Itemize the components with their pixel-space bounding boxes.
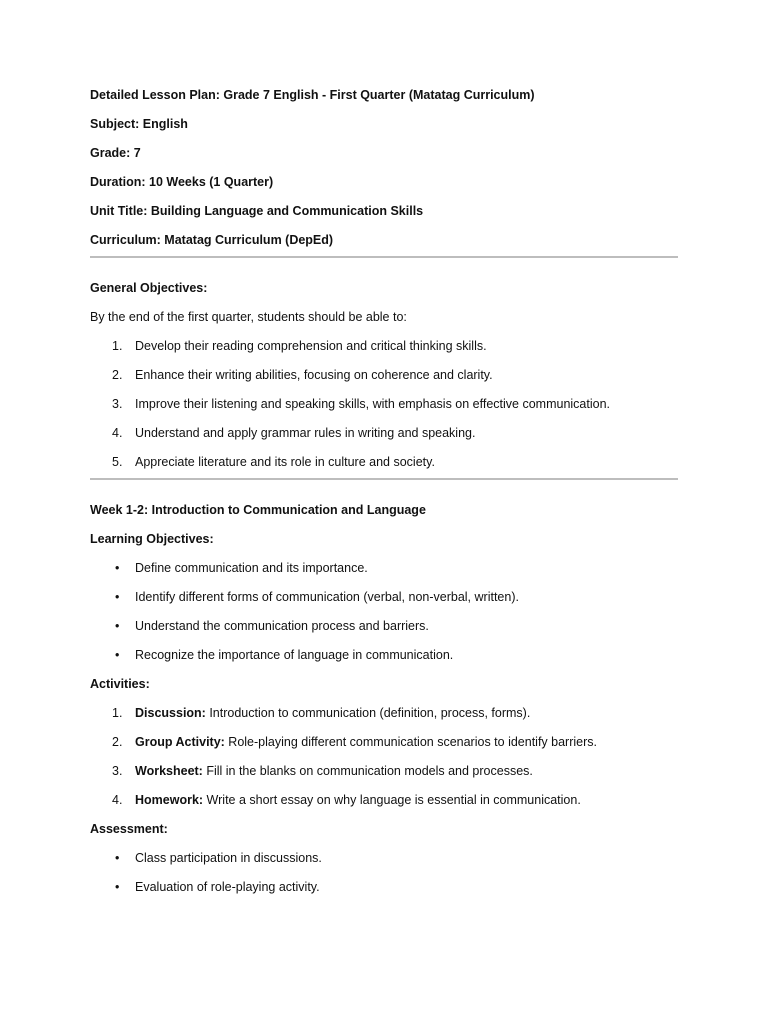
activity-label: Homework: bbox=[135, 793, 204, 807]
list-number: 2. bbox=[112, 368, 123, 382]
assessment-list bbox=[90, 851, 678, 895]
general-objectives-intro: By the end of the first quarter, students should be able to: bbox=[90, 310, 407, 324]
activity-label: Discussion: bbox=[135, 706, 206, 720]
unit-title-line: Unit Title: Building Language and Communication Skills bbox=[90, 204, 424, 218]
list-item bbox=[90, 368, 678, 383]
list-item bbox=[90, 590, 678, 605]
list-item-text: Evaluation of role-playing activity. bbox=[135, 880, 320, 894]
list-number: 5. bbox=[112, 455, 123, 469]
list-item-text: Recognize the importance of language in communication. bbox=[135, 648, 454, 662]
list-item-text: Understand the communication process and barriers. bbox=[135, 619, 429, 633]
document-page bbox=[90, 88, 678, 909]
activity-label: Group Activity: bbox=[135, 735, 225, 749]
list-item-text: Appreciate literature and its role in culture and society. bbox=[135, 455, 435, 469]
bullet-icon: • bbox=[115, 590, 120, 604]
list-item-text: Improve their listening and speaking skills, with emphasis on effective communication. bbox=[135, 397, 610, 411]
general-objectives-list bbox=[90, 339, 678, 470]
list-item bbox=[90, 426, 678, 441]
list-item bbox=[90, 793, 678, 808]
list-number: 1. bbox=[112, 706, 123, 720]
curriculum-line: Curriculum: Matatag Curriculum (DepEd) bbox=[90, 233, 334, 247]
horizontal-divider bbox=[90, 256, 678, 258]
list-number: 3. bbox=[112, 764, 123, 778]
list-item bbox=[90, 764, 678, 779]
list-number: 3. bbox=[112, 397, 123, 411]
list-item-text: Write a short essay on why language is essential in communication. bbox=[203, 793, 581, 807]
activities-heading: Activities: bbox=[90, 677, 150, 691]
learning-objectives-heading: Learning Objectives: bbox=[90, 532, 214, 546]
activities-list bbox=[90, 706, 678, 808]
list-number: 4. bbox=[112, 793, 123, 807]
activity-label: Worksheet: bbox=[135, 764, 203, 778]
grade-line: Grade: 7 bbox=[90, 146, 141, 160]
list-item-text: Define communication and its importance. bbox=[135, 561, 368, 575]
bullet-icon: • bbox=[115, 619, 120, 633]
list-number: 1. bbox=[112, 339, 123, 353]
list-item-text: Develop their reading comprehension and critical thinking skills. bbox=[135, 339, 487, 353]
bullet-icon: • bbox=[115, 648, 120, 662]
duration-line: Duration: 10 Weeks (1 Quarter) bbox=[90, 175, 274, 189]
list-item-text: Enhance their writing abilities, focusing on coherence and clarity. bbox=[135, 368, 493, 382]
week-heading: Week 1-2: Introduction to Communication and Language bbox=[90, 503, 426, 517]
list-item-text: Role-playing different communication scenarios to identify barriers. bbox=[224, 735, 597, 749]
document-title: Detailed Lesson Plan: Grade 7 English - First Quarter (Matatag Curriculum) bbox=[90, 88, 535, 102]
horizontal-divider bbox=[90, 478, 678, 480]
list-item-text: Fill in the blanks on communication models and processes. bbox=[202, 764, 533, 778]
list-item bbox=[90, 851, 678, 866]
list-item bbox=[90, 706, 678, 721]
list-item bbox=[90, 619, 678, 634]
list-item-text: Introduction to communication (definition, process, forms). bbox=[205, 706, 531, 720]
list-item bbox=[90, 648, 678, 663]
subject-line: Subject: English bbox=[90, 117, 188, 131]
list-item bbox=[90, 561, 678, 576]
list-item bbox=[90, 339, 678, 354]
bullet-icon: • bbox=[115, 851, 120, 865]
bullet-icon: • bbox=[115, 561, 120, 575]
list-item bbox=[90, 397, 678, 412]
list-item bbox=[90, 735, 678, 750]
assessment-heading: Assessment: bbox=[90, 822, 168, 836]
learning-objectives-list bbox=[90, 561, 678, 663]
list-number: 2. bbox=[112, 735, 123, 749]
general-objectives-heading: General Objectives: bbox=[90, 281, 208, 295]
list-item-text: Identify different forms of communication (verbal, non-verbal, written). bbox=[135, 590, 519, 604]
list-item-text: Class participation in discussions. bbox=[135, 851, 322, 865]
list-number: 4. bbox=[112, 426, 123, 440]
bullet-icon: • bbox=[115, 880, 120, 894]
list-item-text: Understand and apply grammar rules in writing and speaking. bbox=[135, 426, 476, 440]
list-item bbox=[90, 455, 678, 470]
list-item bbox=[90, 880, 678, 895]
